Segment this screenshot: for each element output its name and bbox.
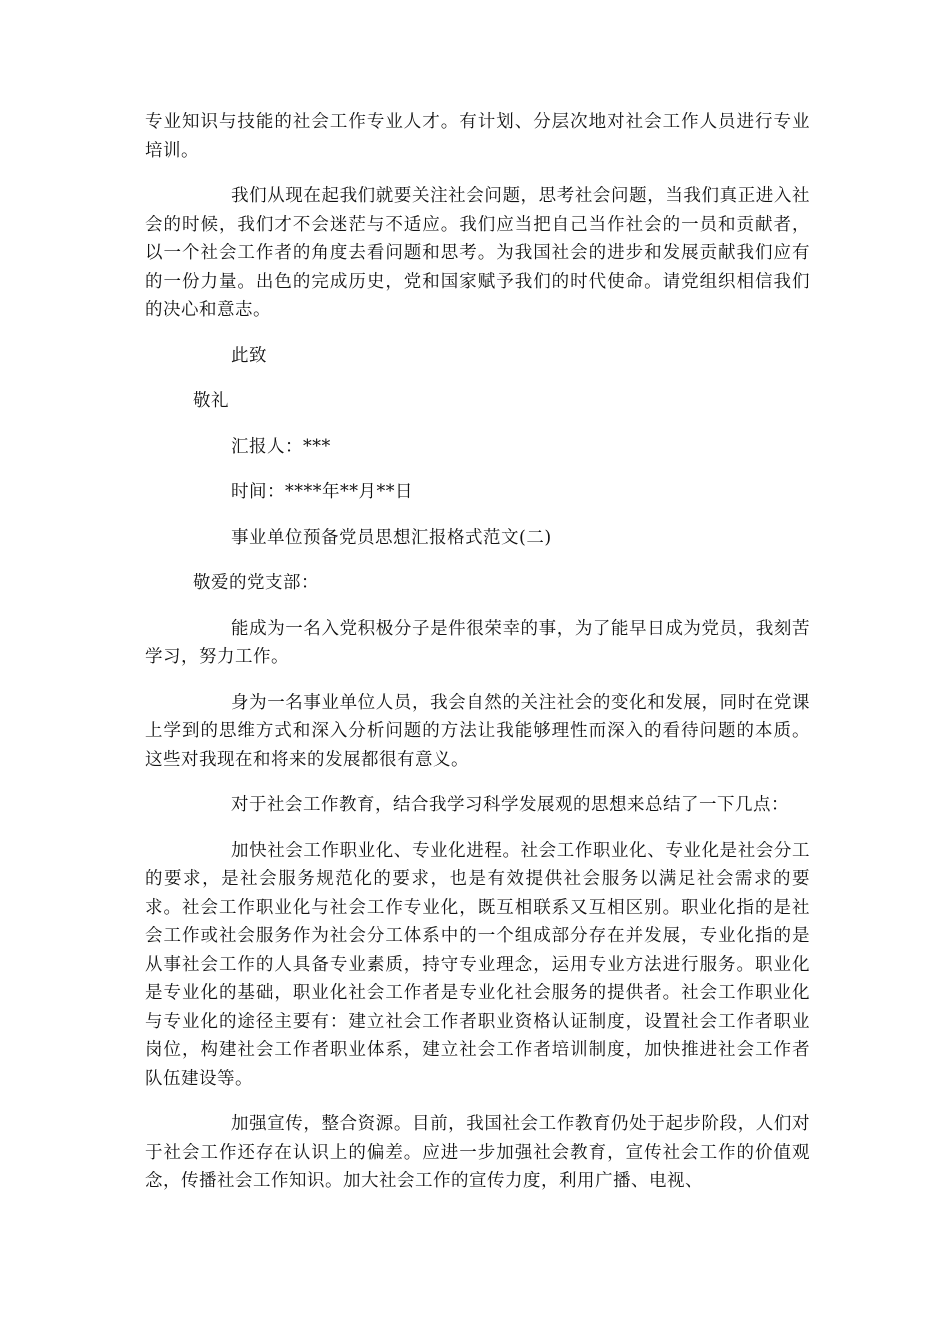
- paragraph-5: 对于社会工作教育，结合我学习科学发展观的思想来总结了一下几点：: [231, 795, 789, 815]
- paragraph-2: 我们从现在起我们就要关注社会问题，思考社会问题，当我们真正进入社会的时候，我们才不会迷茫与不适应。我们应当把自己当作社会的一员和贡献者，以一个社会工作者的角度去看问题和思考。为我国社会的进步和发展贡献我们应有的一份力量。出色的完成历史，党和国家赋予我们的时代使命。请党组织相信我们的决心和意志。: [145, 186, 810, 320]
- paragraph-7: 加强宣传，整合资源。目前，我国社会工作教育仍处于起步阶段，人们对于社会工作还存在认识上的偏差。应进一步加强社会教育，宣传社会工作的价值观念，传播社会工作知识。加大社会工作的宣传力度，利用广播、电视、: [145, 1114, 810, 1191]
- greeting-line: 敬爱的党支部：: [193, 573, 319, 593]
- paragraph-3: 能成为一名入党积极分子是件很荣幸的事，为了能早日成为党员，我刻苦学习，努力工作。: [145, 618, 810, 667]
- document-page: [145, 108, 810, 1196]
- reporter-line: 汇报人：***: [231, 436, 331, 457]
- paragraph-1: 专业知识与技能的社会工作专业人才。有计划、分层次地对社会工作人员进行专业培训。: [145, 112, 810, 161]
- paragraph-4: 身为一名事业单位人员，我会自然的关注社会的变化和发展，同时在党课上学到的思维方式和深入分析问题的方法让我能够理性而深入的看待问题的本质。这些对我现在和将来的发展都很有意义。: [145, 692, 810, 770]
- date-line: 时间：****年**月**日: [231, 482, 413, 502]
- section-title: 事业单位预备党员思想汇报格式范文(二): [231, 527, 552, 548]
- closing-salutation: 此致: [231, 345, 267, 366]
- closing-respect: 敬礼: [193, 391, 229, 411]
- paragraph-6: 加快社会工作职业化、专业化进程。社会工作职业化、专业化是社会分工的要求，是社会服务规范化的要求，也是有效提供社会服务以满足社会需求的要求。社会工作职业化与社会工作专业化，既互相联系又互相区别。职业化指的是社会工作或社会服务作为社会分工体系中的一个组成部分存在并发展，专业化指的是从事社会工作的人具备专业素质，持守专业理念，运用专业方法进行服务。职业化是专业化的基础，职业化社会工作者是专业化社会服务的提供者。社会工作职业化与专业化的途径主要有：建立社会工作者职业资格认证制度，设置社会工作者职业岗位，构建社会工作者职业体系，建立社会工作者培训制度，加快推进社会工作者队伍建设等。: [145, 840, 810, 1089]
